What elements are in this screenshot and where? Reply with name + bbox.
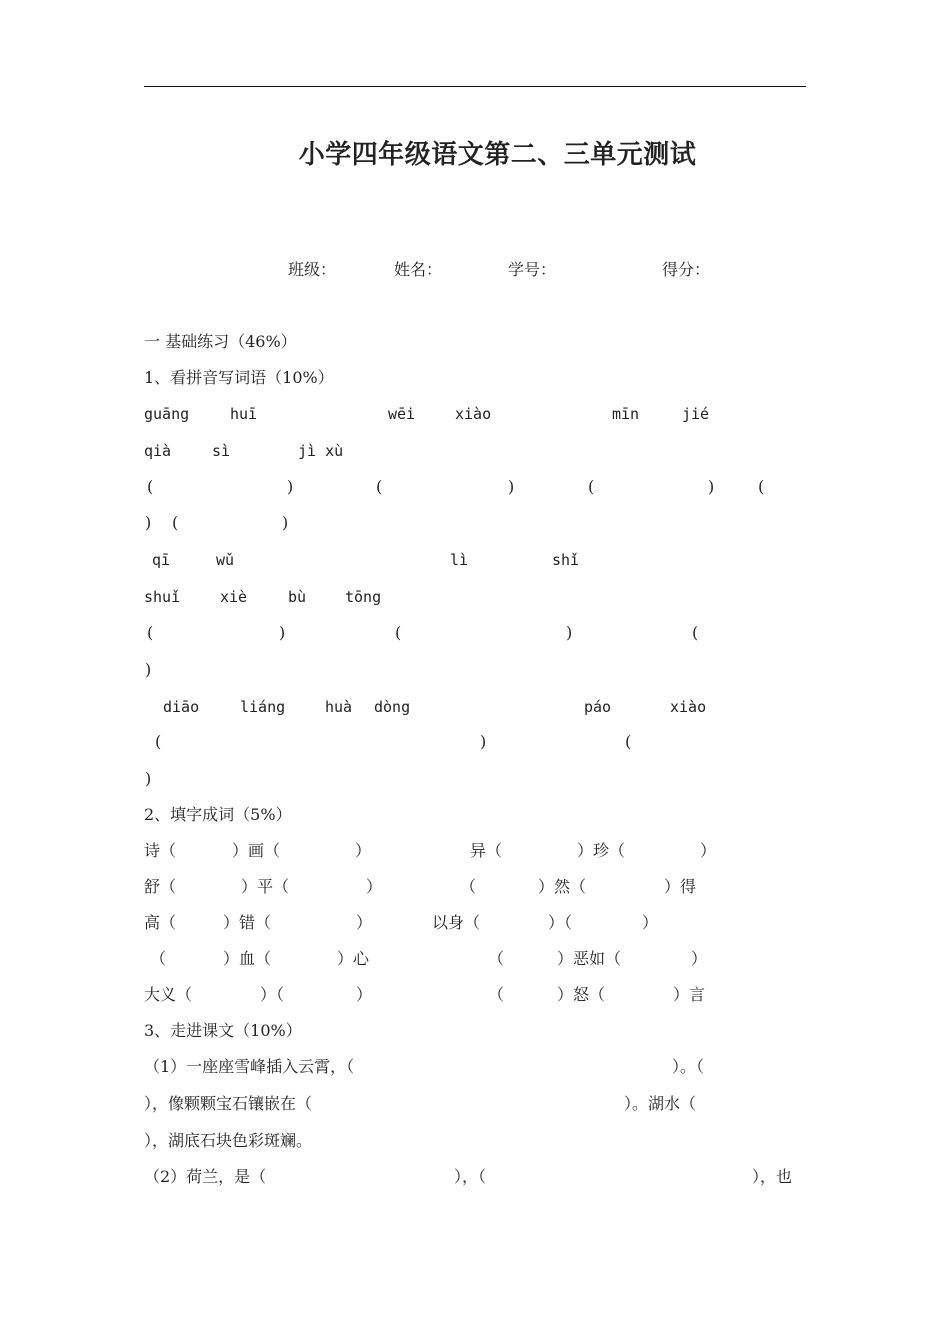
pinyin-text: tōng [345, 588, 382, 606]
page-title: 小学四年级语文第二、三单元测试 [298, 140, 697, 170]
fill-text: ）画（ [232, 841, 281, 860]
question-heading: 3、走进课文（10%） [144, 1021, 302, 1040]
pinyin-text: lì [450, 551, 469, 569]
pinyin-text: xiào [455, 405, 492, 423]
pinyin-text: xiào [670, 698, 707, 716]
passage-text: ）。（ [672, 1057, 705, 1076]
header-rule [144, 86, 806, 87]
section-heading: 一 基础练习（46%） [144, 332, 297, 351]
answer-blank-open: ( [376, 477, 383, 496]
answer-blank-close: ) [287, 477, 294, 496]
fill-text: ） [366, 877, 383, 896]
fill-text: （ [488, 949, 505, 968]
fill-text: ）恶如（ [557, 949, 622, 968]
pinyin-text: shuǐ [144, 588, 181, 606]
pinyin-text: qià [144, 442, 172, 460]
fill-text: 异（ [470, 841, 503, 860]
pinyin-text: mīn [612, 405, 640, 423]
answer-blank-close: ) [145, 513, 152, 532]
pinyin-text: qī [152, 551, 171, 569]
pinyin-text: liáng [240, 698, 286, 716]
fill-text: ）心 [337, 949, 370, 968]
fill-text: （ [488, 985, 505, 1004]
pinyin-text: diāo [163, 698, 200, 716]
fill-text: ）然（ [538, 877, 587, 896]
fill-text: 以身（ [432, 913, 481, 932]
answer-blank-open: ( [758, 477, 765, 496]
passage-text: ），也 [752, 1167, 793, 1186]
pinyin-text: jié [682, 405, 710, 423]
question-heading: 1、看拼音写词语（10%） [144, 368, 334, 387]
pinyin-text: jì xù [298, 442, 344, 460]
answer-blank-open: ( [588, 477, 595, 496]
fill-text: ）珍（ [577, 841, 626, 860]
score-label: 得分： [662, 260, 711, 279]
fill-text: 高（ [144, 913, 177, 932]
answer-blank-close: ) [282, 513, 289, 532]
fill-text: ）血（ [223, 949, 272, 968]
answer-blank-open: ( [147, 477, 154, 496]
fill-text: ） [691, 949, 708, 968]
answer-blank-close: ) [566, 623, 573, 642]
passage-text: ）。湖水（ [624, 1094, 697, 1113]
name-label: 姓名： [394, 260, 443, 279]
answer-blank-open: ( [155, 732, 162, 751]
fill-text: ）怒（ [557, 985, 606, 1004]
fill-text: ）错（ [223, 913, 272, 932]
fill-text: （ [460, 877, 477, 896]
fill-text: ） [356, 985, 373, 1004]
fill-text: ） [642, 913, 659, 932]
passage-text: ），湖底石块色彩斑斓。 [144, 1131, 313, 1150]
fill-text: ）（ [548, 913, 573, 932]
fill-text: ）平（ [241, 877, 290, 896]
class-label: 班级： [288, 260, 337, 279]
pinyin-text: huī [230, 405, 258, 423]
fill-text: ） [355, 841, 372, 860]
passage-text: ），像颗颗宝石镶嵌在（ [144, 1094, 313, 1113]
pinyin-text: xiè [220, 588, 248, 606]
pinyin-text: huà [325, 698, 353, 716]
answer-blank-close: ) [145, 660, 152, 679]
pinyin-text: páo [584, 698, 612, 716]
answer-blank-close: ) [279, 623, 286, 642]
fill-text: ）（ [260, 985, 285, 1004]
fill-text: ） [700, 841, 717, 860]
answer-blank-close: ) [480, 732, 487, 751]
pinyin-text: shǐ [552, 551, 580, 569]
passage-text: （2）荷兰，是（ [144, 1167, 267, 1186]
pinyin-text: wǔ [216, 551, 235, 569]
pinyin-text: wēi [388, 405, 416, 423]
student-number-label: 学号： [508, 260, 557, 279]
answer-blank-open: ( [395, 623, 402, 642]
question-heading: 2、填字成词（5%） [144, 805, 292, 824]
pinyin-text: dòng [374, 698, 411, 716]
pinyin-text: guāng [144, 405, 190, 423]
fill-text: ） [356, 913, 373, 932]
fill-text: 大义（ [144, 985, 193, 1004]
answer-blank-open: ( [625, 732, 632, 751]
answer-blank-open: ( [147, 623, 154, 642]
answer-blank-close: ) [508, 477, 515, 496]
fill-text: 舒（ [144, 877, 177, 896]
answer-blank-close: ) [708, 477, 715, 496]
answer-blank-close: ) [145, 769, 152, 788]
pinyin-text: sì [212, 442, 231, 460]
fill-text: 诗（ [144, 841, 177, 860]
passage-text: （1）一座座雪峰插入云霄，（ [144, 1057, 355, 1076]
pinyin-text: bù [288, 588, 307, 606]
answer-blank-open: ( [172, 513, 179, 532]
passage-text: ），（ [454, 1167, 487, 1186]
fill-text: ）得 [664, 877, 697, 896]
fill-text: ）言 [673, 985, 706, 1004]
answer-blank-open: ( [692, 623, 699, 642]
fill-text: （ [150, 949, 167, 968]
